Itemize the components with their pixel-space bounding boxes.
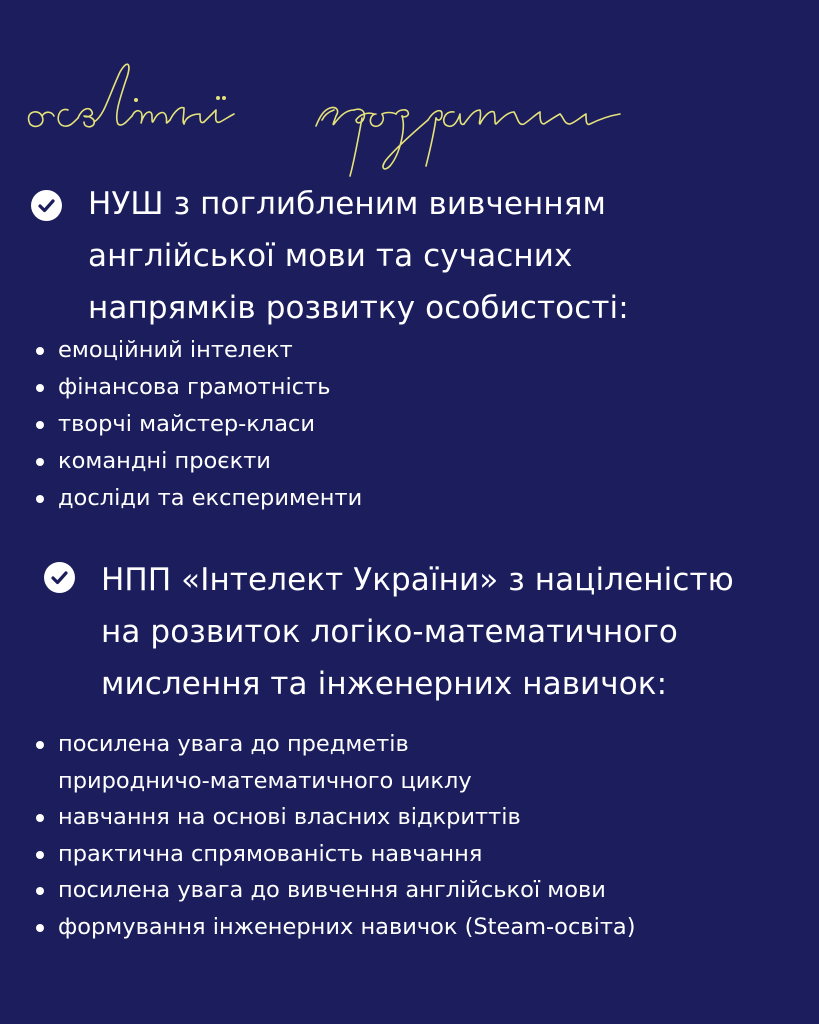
list-item — [34, 332, 362, 369]
bullet-icon — [36, 741, 44, 749]
list-item — [34, 480, 362, 517]
bullet-icon — [36, 384, 44, 392]
list-item-text: фінансова грамотність — [58, 374, 331, 400]
list-item-text: емоційний інтелект — [58, 337, 293, 363]
page-title — [24, 58, 644, 178]
bullet-icon — [36, 421, 44, 429]
section-2-heading — [44, 562, 734, 710]
list-item-text: досліди та експерименти — [58, 485, 363, 511]
list-item-text: командні проєкти — [58, 448, 271, 474]
check-circle-icon — [31, 190, 62, 221]
script-title-drawing — [24, 58, 644, 178]
bullet-icon — [36, 347, 44, 355]
list-item — [34, 799, 636, 836]
section-1-list — [34, 332, 362, 517]
list-item — [34, 872, 636, 909]
section-2-heading-text: НПП «Інтелект України» з націленістю на розвиток логіко-математичного мислення та інженерних навичок: — [101, 562, 734, 702]
list-item-text: практична спрямованість навчання — [58, 840, 483, 867]
list-item-text: посилена увага до предметів природничо-математичного циклу — [58, 731, 472, 794]
bullet-icon — [36, 851, 44, 859]
list-item — [34, 836, 636, 873]
section-2-list — [34, 726, 636, 945]
list-item — [34, 909, 636, 946]
list-item-text: формування інженерних навичок (Steam-освіта) — [58, 913, 636, 940]
check-circle-icon — [44, 562, 75, 593]
section-1-heading — [31, 186, 629, 334]
bullet-icon — [36, 887, 44, 895]
section-1-heading-text: НУШ з поглибленим вивченням англійської мови та сучасних напрямків розвитку особистості: — [88, 186, 629, 326]
bullet-icon — [36, 495, 44, 503]
bullet-icon — [36, 924, 44, 932]
bullet-icon — [36, 814, 44, 822]
list-item — [34, 726, 636, 799]
list-item-text: посилена увага до вивчення англійської мови — [58, 877, 606, 903]
list-item — [34, 406, 362, 443]
list-item-text: навчання на основі власних відкриттів — [58, 804, 521, 830]
list-item-text: творчі майстер-класи — [58, 411, 315, 437]
list-item — [34, 369, 362, 406]
list-item — [34, 443, 362, 480]
bullet-icon — [36, 458, 44, 466]
